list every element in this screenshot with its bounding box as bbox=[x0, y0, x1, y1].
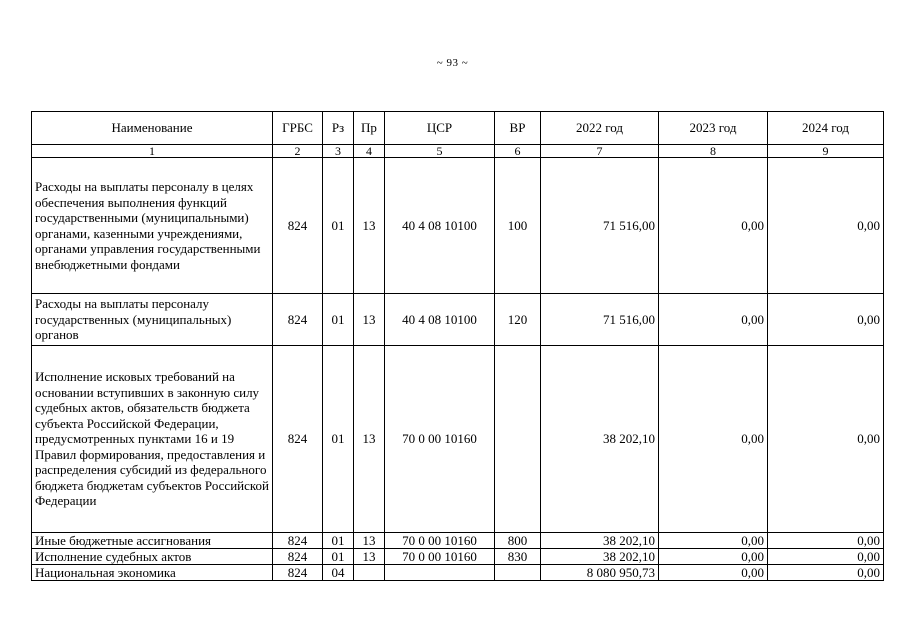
header-cell: Рз bbox=[323, 112, 354, 145]
amount-2024: 0,00 bbox=[768, 549, 884, 565]
amount-2023: 0,00 bbox=[659, 549, 768, 565]
column-number: 7 bbox=[541, 145, 659, 158]
header-row bbox=[32, 112, 884, 145]
pr-cell: 13 bbox=[354, 294, 385, 346]
pr-cell: 13 bbox=[354, 158, 385, 294]
csr-cell: 70 0 00 10160 bbox=[385, 346, 495, 533]
header-cell: 2022 год bbox=[541, 112, 659, 145]
column-number: 5 bbox=[385, 145, 495, 158]
vr-cell: 800 bbox=[495, 533, 541, 549]
rz-cell: 01 bbox=[323, 158, 354, 294]
pr-cell: 13 bbox=[354, 533, 385, 549]
vr-cell: 830 bbox=[495, 549, 541, 565]
csr-cell bbox=[385, 565, 495, 581]
header-cell: Пр bbox=[354, 112, 385, 145]
column-number: 1 bbox=[32, 145, 273, 158]
header-cell: ЦСР bbox=[385, 112, 495, 145]
vr-cell bbox=[495, 346, 541, 533]
pr-cell: 13 bbox=[354, 346, 385, 533]
row-name: Иные бюджетные ассигнования bbox=[32, 533, 273, 549]
csr-cell: 70 0 00 10160 bbox=[385, 549, 495, 565]
table-row bbox=[32, 294, 884, 346]
budget-table bbox=[31, 111, 884, 581]
amount-2023: 0,00 bbox=[659, 533, 768, 549]
amount-2022: 8 080 950,73 bbox=[541, 565, 659, 581]
amount-2022: 38 202,10 bbox=[541, 549, 659, 565]
amount-2023: 0,00 bbox=[659, 346, 768, 533]
rz-cell: 01 bbox=[323, 549, 354, 565]
header-cell: 2024 год bbox=[768, 112, 884, 145]
vr-cell: 120 bbox=[495, 294, 541, 346]
amount-2024: 0,00 bbox=[768, 346, 884, 533]
column-number: 9 bbox=[768, 145, 884, 158]
row-name: Национальная экономика bbox=[32, 565, 273, 581]
amount-2023: 0,00 bbox=[659, 158, 768, 294]
grbs-cell: 824 bbox=[273, 158, 323, 294]
rz-cell: 01 bbox=[323, 533, 354, 549]
table-row bbox=[32, 158, 884, 294]
amount-2022: 38 202,10 bbox=[541, 346, 659, 533]
table-row bbox=[32, 565, 884, 581]
column-number: 3 bbox=[323, 145, 354, 158]
amount-2024: 0,00 bbox=[768, 158, 884, 294]
grbs-cell: 824 bbox=[273, 294, 323, 346]
vr-cell bbox=[495, 565, 541, 581]
row-name: Расходы на выплаты персоналу в целях обеспечения выполнения функций государственными (муниципальными) органами, казенными учреждениями, органами управления государственными внебюджетными фондами bbox=[32, 158, 273, 294]
header-cell: ВР bbox=[495, 112, 541, 145]
column-number: 8 bbox=[659, 145, 768, 158]
table-row bbox=[32, 549, 884, 565]
table-row bbox=[32, 346, 884, 533]
header-cell: 2023 год bbox=[659, 112, 768, 145]
pr-cell: 13 bbox=[354, 549, 385, 565]
amount-2023: 0,00 bbox=[659, 294, 768, 346]
row-name: Расходы на выплаты персоналу государственных (муниципальных) органов bbox=[32, 294, 273, 346]
amount-2022: 71 516,00 bbox=[541, 294, 659, 346]
pr-cell bbox=[354, 565, 385, 581]
vr-cell: 100 bbox=[495, 158, 541, 294]
rz-cell: 01 bbox=[323, 346, 354, 533]
column-number-row bbox=[32, 145, 884, 158]
column-number: 2 bbox=[273, 145, 323, 158]
csr-cell: 70 0 00 10160 bbox=[385, 533, 495, 549]
table-row bbox=[32, 533, 884, 549]
csr-cell: 40 4 08 10100 bbox=[385, 294, 495, 346]
row-name: Исполнение исковых требований на основании вступивших в законную силу судебных актов, обязательств бюджета субъекта Российской Федерации, предусмотренных пунктами 16 и 19 Правил формирования, предоставления и распределения субсидий из федерального бюджета бюджетам субъектов Российской Федерации bbox=[32, 346, 273, 533]
csr-cell: 40 4 08 10100 bbox=[385, 158, 495, 294]
amount-2024: 0,00 bbox=[768, 294, 884, 346]
column-number: 6 bbox=[495, 145, 541, 158]
rz-cell: 01 bbox=[323, 294, 354, 346]
amount-2022: 38 202,10 bbox=[541, 533, 659, 549]
rz-cell: 04 bbox=[323, 565, 354, 581]
row-name: Исполнение судебных актов bbox=[32, 549, 273, 565]
amount-2023: 0,00 bbox=[659, 565, 768, 581]
page-number: ~ 93 ~ bbox=[436, 57, 469, 69]
grbs-cell: 824 bbox=[273, 549, 323, 565]
header-cell: ГРБС bbox=[273, 112, 323, 145]
header-cell: Наименование bbox=[32, 112, 273, 145]
amount-2024: 0,00 bbox=[768, 565, 884, 581]
amount-2022: 71 516,00 bbox=[541, 158, 659, 294]
grbs-cell: 824 bbox=[273, 533, 323, 549]
grbs-cell: 824 bbox=[273, 346, 323, 533]
column-number: 4 bbox=[354, 145, 385, 158]
amount-2024: 0,00 bbox=[768, 533, 884, 549]
grbs-cell: 824 bbox=[273, 565, 323, 581]
